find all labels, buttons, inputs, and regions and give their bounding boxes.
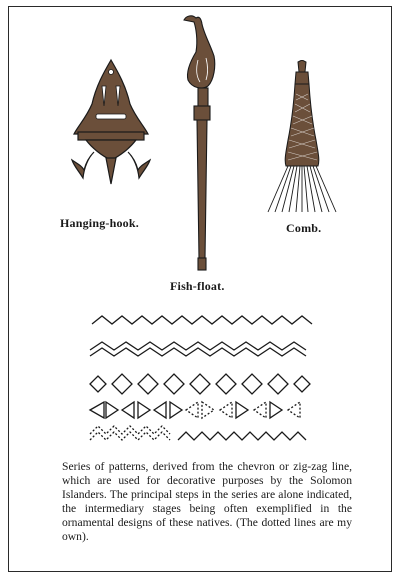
hanging-hook-caption: Hanging-hook. (60, 216, 139, 230)
pattern-row-dotted-zigzag (90, 426, 306, 440)
comb-illustration (262, 60, 342, 218)
pattern-row-triangles (90, 402, 300, 418)
fish-float-illustration (176, 10, 226, 275)
pattern-row-double-zigzag (90, 342, 306, 350)
comb-caption: Comb. (286, 221, 322, 235)
figure-description: Series of patterns, derived from the chevron or zig-zag line, which are used for decorative purposes by the Solomon Islanders. The principal steps in the series are alone indicated, the intermediary stages being often exemplified in the ornamental designs of these natives. (The dotted lines are my own). (62, 460, 352, 543)
chevron-pattern-series (86, 310, 316, 450)
pattern-row-zigzag (92, 316, 312, 324)
fish-float-caption: Fish-float. (170, 279, 225, 293)
hanging-hook-illustration (66, 56, 156, 216)
pattern-row-diamonds (90, 374, 310, 394)
